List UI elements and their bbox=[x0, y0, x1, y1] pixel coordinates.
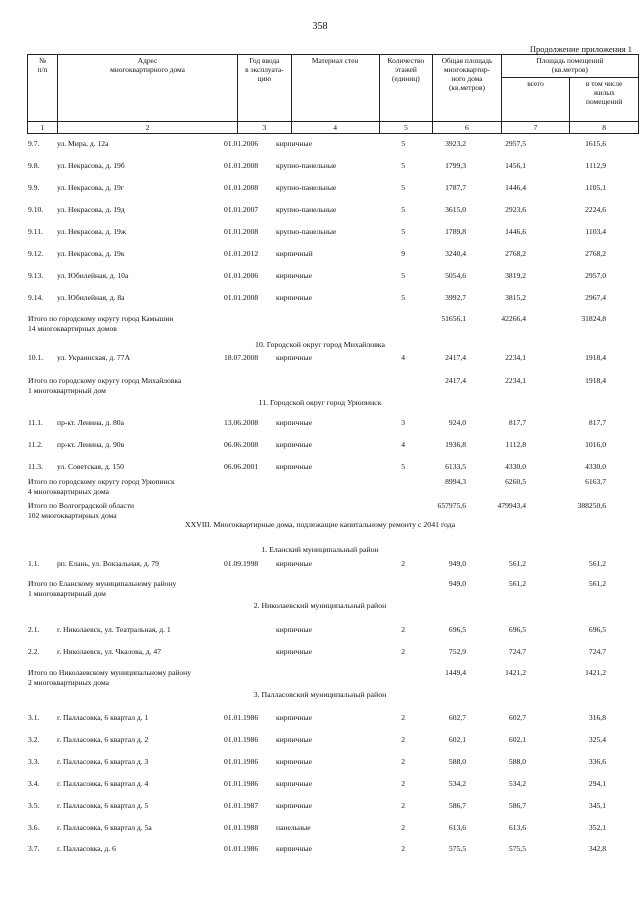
row-premises-total: 2234,1 bbox=[505, 353, 526, 362]
row-address: г. Палласовка, д. 6 bbox=[57, 844, 116, 853]
row-total-area: 3240,4 bbox=[445, 249, 466, 258]
row-total-area: 3923,2 bbox=[445, 139, 466, 148]
row-premises-living: 724,7 bbox=[588, 647, 606, 656]
row-address: г. Палласовка, 6 квартал д. 5 bbox=[57, 801, 149, 810]
row-material: кирпичные bbox=[276, 713, 313, 722]
row-year: 01.01.2006 bbox=[224, 271, 259, 280]
row-number: 2.2. bbox=[28, 647, 40, 656]
table-row bbox=[0, 138, 640, 150]
row-number: 11.2. bbox=[28, 440, 43, 449]
row-year: 01.01.2008 bbox=[224, 183, 259, 192]
table-row bbox=[0, 270, 640, 282]
row-address: ул. Мира, д. 12а bbox=[57, 139, 109, 148]
header-total-area: Общая площадь многоквартир- ного дома (кв.метров) bbox=[441, 56, 493, 93]
page-number: 358 bbox=[312, 21, 328, 32]
table-row bbox=[0, 204, 640, 216]
colnum: 6 bbox=[433, 122, 502, 134]
total-living-value: 1421,2 bbox=[585, 668, 606, 677]
row-premises-total: 586,7 bbox=[508, 801, 526, 810]
row-total-area: 602,7 bbox=[448, 713, 466, 722]
row-year: 01.09.1998 bbox=[224, 559, 259, 568]
row-address: ул. Некрасова, д. 19б bbox=[57, 161, 125, 170]
total-count: 1 многоквартирный дом bbox=[28, 386, 106, 395]
row-total-area: 586,7 bbox=[448, 801, 466, 810]
row-floors: 4 bbox=[401, 353, 405, 362]
row-floors: 5 bbox=[401, 227, 405, 236]
row-year: 06.06.2001 bbox=[224, 462, 259, 471]
row-year: 01.01.1986 bbox=[224, 757, 259, 766]
row-number: 3.5. bbox=[28, 801, 40, 810]
row-year: 01.01.2008 bbox=[224, 227, 259, 236]
row-premises-living: 352,1 bbox=[588, 823, 606, 832]
total-kamyshin bbox=[0, 314, 640, 336]
continuation-note: Продолжение приложения 1 bbox=[529, 44, 632, 54]
row-total-area: 2417,4 bbox=[445, 353, 466, 362]
row-year: 01.01.1988 bbox=[224, 823, 259, 832]
row-number: 3.7. bbox=[28, 844, 40, 853]
row-floors: 5 bbox=[401, 161, 405, 170]
table-row bbox=[0, 822, 640, 834]
section-heading: 1. Еланский муниципальный район bbox=[261, 545, 379, 554]
row-premises-living: 1103,4 bbox=[585, 227, 606, 236]
row-address: ул. Юбилейная, д. 8а bbox=[57, 293, 125, 302]
row-premises-living: 325,4 bbox=[588, 735, 606, 744]
row-material: кирпичные bbox=[276, 353, 313, 362]
table-header bbox=[27, 54, 639, 134]
row-premises-total: 1446,6 bbox=[505, 227, 526, 236]
section-heading: 11. Городской округ город Урюпинск bbox=[258, 398, 382, 407]
row-floors: 3 bbox=[401, 418, 405, 427]
colnum: 1 bbox=[28, 122, 58, 134]
row-floors: 2 bbox=[401, 647, 405, 656]
row-material: кирпичные bbox=[276, 735, 313, 744]
row-year: 01.01.2012 bbox=[224, 249, 259, 258]
row-address: пр-кт. Ленина, д. 80а bbox=[57, 418, 124, 427]
row-total-area: 613,6 bbox=[448, 823, 466, 832]
row-address: ул. Некрасова, д. 19к bbox=[57, 249, 125, 258]
row-total-area: 1936,8 bbox=[445, 440, 466, 449]
row-year: 01.01.2007 bbox=[224, 205, 259, 214]
row-address: г. Николаевск, ул. Театральная, д. 1 bbox=[57, 625, 171, 634]
row-material: кирпичные bbox=[276, 139, 313, 148]
total-premises-value: 6260,5 bbox=[505, 477, 526, 486]
table-row bbox=[0, 417, 640, 429]
row-total-area: 3615,0 bbox=[445, 205, 466, 214]
row-premises-living: 336,6 bbox=[588, 757, 606, 766]
row-total-area: 5054,6 bbox=[445, 271, 466, 280]
row-premises-total: 1112,8 bbox=[505, 440, 526, 449]
row-total-area: 602,1 bbox=[448, 735, 466, 744]
row-material: кирпичные bbox=[276, 647, 313, 656]
total-area-value: 51656,1 bbox=[441, 314, 466, 323]
row-address: г. Палласовка, 6 квартал д. 2 bbox=[57, 735, 149, 744]
row-address: ул. Некрасова, д. 19д bbox=[57, 205, 125, 214]
row-premises-living: 316,8 bbox=[588, 713, 606, 722]
row-premises-total: 3815,2 bbox=[505, 293, 526, 302]
row-number: 9.7. bbox=[28, 139, 40, 148]
colnum: 5 bbox=[379, 122, 433, 134]
row-number: 11.3. bbox=[28, 462, 43, 471]
row-total-area: 534,2 bbox=[448, 779, 466, 788]
row-premises-living: 342,8 bbox=[588, 844, 606, 853]
row-premises-total: 588,0 bbox=[508, 757, 526, 766]
total-premises-value: 1421,2 bbox=[505, 668, 526, 677]
row-floors: 4 bbox=[401, 440, 405, 449]
total-premises-value: 2234,1 bbox=[505, 376, 526, 385]
table-row bbox=[0, 182, 640, 194]
row-premises-living: 345,1 bbox=[588, 801, 606, 810]
total-label: Итого по городскому округу город Камышин bbox=[28, 314, 174, 323]
row-year: 13.06.2008 bbox=[224, 418, 259, 427]
row-premises-total: 696,5 bbox=[508, 625, 526, 634]
table-row bbox=[0, 756, 640, 768]
row-premises-total: 613,6 bbox=[508, 823, 526, 832]
row-number: 2.1. bbox=[28, 625, 40, 634]
total-mikhailovka bbox=[0, 376, 640, 398]
row-premises-living: 1112,9 bbox=[585, 161, 606, 170]
total-area-value: 8994,3 bbox=[445, 477, 466, 486]
row-premises-living: 4330,0 bbox=[585, 462, 606, 471]
row-premises-living: 817,7 bbox=[588, 418, 606, 427]
colnum: 7 bbox=[501, 122, 570, 134]
row-premises-total: 4330,0 bbox=[505, 462, 526, 471]
row-floors: 5 bbox=[401, 205, 405, 214]
row-year: 01.01.2008 bbox=[224, 293, 259, 302]
row-year: 01.01.1986 bbox=[224, 735, 259, 744]
colnum: 3 bbox=[238, 122, 292, 134]
row-number: 11.1. bbox=[28, 418, 43, 427]
table-row bbox=[0, 778, 640, 790]
row-year: 01.01.1986 bbox=[224, 844, 259, 853]
row-number: 9.11. bbox=[28, 227, 43, 236]
header-material: Материал стен bbox=[311, 56, 359, 65]
row-material: кирпичные bbox=[276, 462, 313, 471]
row-material: кирпичные bbox=[276, 779, 313, 788]
row-material: кирпичные bbox=[276, 625, 313, 634]
row-year: 18.07.2008 bbox=[224, 353, 259, 362]
row-premises-total: 2957,5 bbox=[505, 139, 526, 148]
row-material: кирпичные bbox=[276, 418, 313, 427]
row-address: рп. Елань, ул. Вокзальная, д. 79 bbox=[57, 559, 159, 568]
row-address: ул. Некрасова, д. 19ж bbox=[57, 227, 127, 236]
total-count: 14 многоквартирных домов bbox=[28, 324, 117, 333]
table-row bbox=[0, 461, 640, 473]
header-premises-living: в том числе жилых помещений bbox=[585, 79, 623, 107]
row-material: кирпичный bbox=[276, 249, 313, 258]
row-address: ул. Украинская, д. 77А bbox=[57, 353, 131, 362]
total-label: Итого по Еланскому муниципальному району bbox=[28, 579, 177, 588]
total-living-value: 6163,7 bbox=[585, 477, 606, 486]
row-premises-total: 2768,2 bbox=[505, 249, 526, 258]
row-premises-total: 817,7 bbox=[508, 418, 526, 427]
table-row bbox=[0, 292, 640, 304]
header-address: Адрес многоквартирного дома bbox=[110, 56, 185, 75]
table-row bbox=[0, 734, 640, 746]
row-number: 9.9. bbox=[28, 183, 40, 192]
total-label: Итого по Николаевскому муниципальному району bbox=[28, 668, 192, 677]
row-floors: 2 bbox=[401, 559, 405, 568]
table-row bbox=[0, 160, 640, 172]
row-material: кирпичные bbox=[276, 757, 313, 766]
row-premises-living: 294,1 bbox=[588, 779, 606, 788]
row-material: кирпичные bbox=[276, 293, 313, 302]
row-premises-living: 1105,1 bbox=[585, 183, 606, 192]
row-floors: 5 bbox=[401, 293, 405, 302]
row-total-area: 1789,8 bbox=[445, 227, 466, 236]
row-material: крупно-панельные bbox=[276, 161, 337, 170]
table-row bbox=[0, 646, 640, 658]
total-count: 2 многоквартирных дома bbox=[28, 678, 110, 687]
row-year: 06.06.2008 bbox=[224, 440, 259, 449]
total-living-value: 561,2 bbox=[588, 579, 606, 588]
row-address: г. Палласовка, 6 квартал д. 5а bbox=[57, 823, 152, 832]
row-year: 01.01.2006 bbox=[224, 139, 259, 148]
total-premises-value: 42266,4 bbox=[501, 314, 526, 323]
total-elan bbox=[0, 579, 640, 601]
row-floors: 9 bbox=[401, 249, 405, 258]
total-area-value: 2417,4 bbox=[445, 376, 466, 385]
row-premises-living: 2967,4 bbox=[585, 293, 606, 302]
total-premises-value: 479943,4 bbox=[497, 501, 526, 510]
total-count: 1 многоквартирный дом bbox=[28, 589, 106, 598]
row-number: 1.1. bbox=[28, 559, 40, 568]
section-heading: 2. Николаевский муниципальный район bbox=[253, 601, 387, 610]
total-count: 4 многоквартирных дома bbox=[28, 487, 110, 496]
row-number: 9.12. bbox=[28, 249, 44, 258]
row-premises-total: 3819,2 bbox=[505, 271, 526, 280]
row-floors: 2 bbox=[401, 844, 405, 853]
row-floors: 2 bbox=[401, 735, 405, 744]
row-material: крупно-панельные bbox=[276, 205, 337, 214]
total-living-value: 31824,8 bbox=[581, 314, 606, 323]
row-floors: 5 bbox=[401, 139, 405, 148]
table-row bbox=[0, 800, 640, 812]
row-material: крупно-панельные bbox=[276, 183, 337, 192]
row-floors: 5 bbox=[401, 183, 405, 192]
part-heading: XXVIII. Многоквартирные дома, подлежащие капитальному ремонту с 2041 года bbox=[184, 520, 456, 529]
row-material: кирпичные bbox=[276, 271, 313, 280]
total-living-value: 1918,4 bbox=[585, 376, 606, 385]
row-total-area: 1799,3 bbox=[445, 161, 466, 170]
row-total-area: 6133,5 bbox=[445, 462, 466, 471]
row-floors: 2 bbox=[401, 823, 405, 832]
row-number: 3.4. bbox=[28, 779, 40, 788]
total-uryupinsk bbox=[0, 477, 640, 499]
row-premises-total: 602,1 bbox=[508, 735, 526, 744]
row-premises-living: 2768,2 bbox=[585, 249, 606, 258]
row-floors: 5 bbox=[401, 271, 405, 280]
header-num: № п/п bbox=[37, 56, 48, 75]
total-label: Итого по городскому округу город Михайловка bbox=[28, 376, 182, 385]
row-premises-living: 696,5 bbox=[588, 625, 606, 634]
row-year: 01.01.1987 bbox=[224, 801, 259, 810]
row-floors: 2 bbox=[401, 625, 405, 634]
row-address: ул. Некрасова, д. 19г bbox=[57, 183, 124, 192]
colnum: 8 bbox=[570, 122, 639, 134]
row-total-area: 575,5 bbox=[448, 844, 466, 853]
total-premises-value: 561,2 bbox=[508, 579, 526, 588]
row-address: г. Палласовка, 6 квартал д. 1 bbox=[57, 713, 149, 722]
row-address: г. Палласовка, 6 квартал д. 4 bbox=[57, 779, 149, 788]
section-heading: 10. Городской округ город Михайловка bbox=[255, 340, 385, 349]
table-row bbox=[0, 439, 640, 451]
row-number: 9.10. bbox=[28, 205, 44, 214]
row-material: кирпичные bbox=[276, 440, 313, 449]
table-row bbox=[0, 558, 640, 570]
row-premises-living: 2957,0 bbox=[585, 271, 606, 280]
row-total-area: 924,0 bbox=[448, 418, 466, 427]
row-year: 01.01.2008 bbox=[224, 161, 259, 170]
row-number: 3.6. bbox=[28, 823, 40, 832]
row-address: пр-кт. Ленина, д. 90в bbox=[57, 440, 125, 449]
table-row bbox=[0, 712, 640, 724]
total-living-value: 388250,6 bbox=[577, 501, 606, 510]
row-address: ул. Советская, д. 150 bbox=[57, 462, 124, 471]
row-year: 01.01.1986 bbox=[224, 779, 259, 788]
row-number: 9.8. bbox=[28, 161, 40, 170]
row-premises-living: 1615,6 bbox=[585, 139, 606, 148]
row-premises-total: 534,2 bbox=[508, 779, 526, 788]
row-total-area: 588,0 bbox=[448, 757, 466, 766]
table-row bbox=[0, 624, 640, 636]
row-number: 3.3. bbox=[28, 757, 40, 766]
row-address: г. Николаевск, ул. Чкалова, д. 47 bbox=[57, 647, 162, 656]
row-material: крупно-панельные bbox=[276, 227, 337, 236]
row-total-area: 949,0 bbox=[448, 559, 466, 568]
row-number: 3.2. bbox=[28, 735, 40, 744]
row-material: кирпичные bbox=[276, 801, 313, 810]
row-premises-total: 1446,4 bbox=[505, 183, 526, 192]
row-year: 01.01.1986 bbox=[224, 713, 259, 722]
table-row bbox=[0, 226, 640, 238]
row-premises-living: 1918,4 bbox=[585, 353, 606, 362]
row-total-area: 3992,7 bbox=[445, 293, 466, 302]
row-material: кирпичные bbox=[276, 844, 313, 853]
row-number: 9.14. bbox=[28, 293, 44, 302]
header-premises: Площадь помещений (кв.метров) bbox=[536, 56, 604, 75]
header-year: Год ввода в эксплуата- цию bbox=[245, 56, 284, 84]
row-premises-living: 1016,0 bbox=[585, 440, 606, 449]
row-floors: 5 bbox=[401, 462, 405, 471]
header-floors: Количество этажей (единиц) bbox=[387, 56, 425, 84]
table-row bbox=[0, 248, 640, 260]
row-total-area: 752,9 bbox=[448, 647, 466, 656]
row-number: 9.13. bbox=[28, 271, 44, 280]
colnum: 4 bbox=[291, 122, 379, 134]
row-floors: 2 bbox=[401, 779, 405, 788]
row-premises-living: 561,2 bbox=[588, 559, 606, 568]
row-premises-total: 561,2 bbox=[508, 559, 526, 568]
row-floors: 2 bbox=[401, 757, 405, 766]
row-address: ул. Юбилейная, д. 10а bbox=[57, 271, 129, 280]
total-label: Итого по городскому округу город Урюпинск bbox=[28, 477, 175, 486]
table-row bbox=[0, 843, 640, 855]
header-premises-total: всего bbox=[527, 79, 544, 89]
total-count: 102 многоквартирных дома bbox=[28, 511, 117, 520]
row-premises-total: 575,5 bbox=[508, 844, 526, 853]
row-total-area: 696,5 bbox=[448, 625, 466, 634]
row-premises-living: 2224,6 bbox=[585, 205, 606, 214]
row-number: 10.1. bbox=[28, 353, 44, 362]
row-floors: 2 bbox=[401, 801, 405, 810]
total-area-value: 1449,4 bbox=[445, 668, 466, 677]
row-total-area: 1787,7 bbox=[445, 183, 466, 192]
row-floors: 2 bbox=[401, 713, 405, 722]
row-premises-total: 2923,6 bbox=[505, 205, 526, 214]
total-area-value: 949,0 bbox=[448, 579, 466, 588]
row-premises-total: 1456,1 bbox=[505, 161, 526, 170]
section-heading: 3. Палласовский муниципальный район bbox=[253, 690, 387, 699]
row-material: панельные bbox=[276, 823, 311, 832]
row-premises-total: 724,7 bbox=[508, 647, 526, 656]
row-premises-total: 602,7 bbox=[508, 713, 526, 722]
row-material: кирпичные bbox=[276, 559, 313, 568]
total-nikolaevsk bbox=[0, 668, 640, 690]
total-label: Итого по Волгоградской области bbox=[28, 501, 135, 510]
table-row bbox=[0, 352, 640, 364]
row-address: г. Палласовка, 6 квартал д. 3 bbox=[57, 757, 149, 766]
total-area-value: 657975,6 bbox=[437, 501, 466, 510]
row-number: 3.1. bbox=[28, 713, 40, 722]
colnum: 2 bbox=[58, 122, 238, 134]
